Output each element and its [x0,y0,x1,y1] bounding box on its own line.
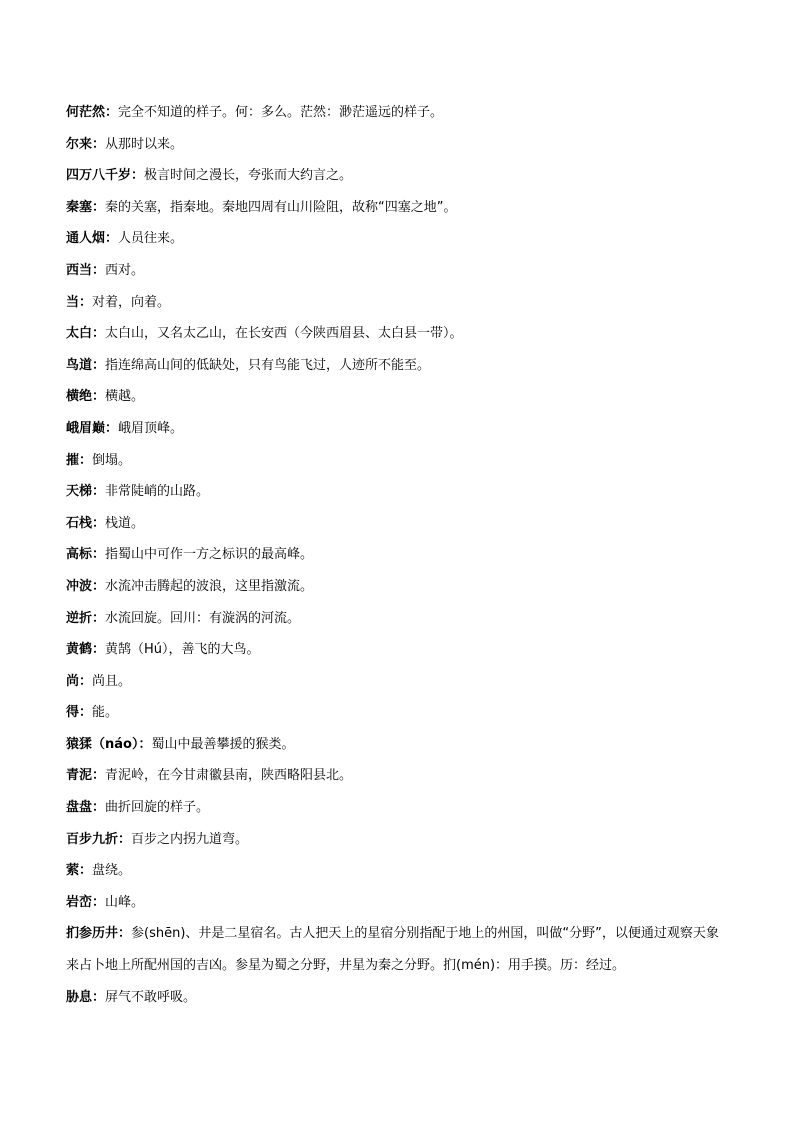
gloss-definition: 对着，向着。 [92,294,171,310]
gloss-definition: 山峰。 [105,894,145,910]
gloss-entry [66,697,731,729]
gloss-entry [66,824,731,856]
gloss-separator: ： [92,800,106,816]
gloss-term: 当 [66,294,80,310]
gloss-entry [66,97,731,129]
gloss-entry [66,413,731,445]
gloss-term: 天梯 [66,484,93,500]
gloss-entry [66,982,731,1014]
gloss-entry [66,729,731,761]
gloss-definition: 极言时间之漫长，夸张而大约言之。 [144,168,353,184]
gloss-definition: 栈道。 [105,515,145,531]
gloss-separator: ： [92,515,106,531]
gloss-term: 西当 [66,262,93,278]
gloss-definition: 指连绵高山间的低缺处，只有鸟能飞过，人迹所不能至。 [105,357,431,373]
gloss-term: 萦 [66,863,80,879]
gloss-definition: 参(shēn)、井是二星宿名。古人把天上的星宿分别指配于地上的州国，叫做“分野”，以便通过观察天象来占卜地上所配州国的吉凶。参星为蜀之分野，井星为秦之分野。扪(mén)：用手摸。历：经过。 [66,926,719,974]
gloss-definition: 完全不知道的样子。何：多么。茫然：渺茫遥远的样子。 [118,105,444,120]
gloss-term: 峨眉巅 [66,420,106,436]
gloss-separator: ： [131,168,145,184]
gloss-separator: ： [92,578,106,594]
gloss-definition: 人员往来。 [118,231,184,247]
gloss-term: 太白 [66,326,93,342]
gloss-term: 得 [66,705,80,721]
gloss-definition: 太白山，又名太乙山，在长安西（今陕西眉县、太白县一带）。 [105,326,463,342]
gloss-definition: 黄鹄（Hú），善飞的大鸟。 [105,642,260,658]
gloss-separator: ： [118,926,132,942]
gloss-separator: ： [79,452,93,468]
gloss-term: 鸟道 [66,357,93,373]
gloss-definition: 能。 [92,705,119,721]
gloss-term: 摧 [66,452,80,468]
gloss-separator: ： [138,736,152,752]
gloss-definition: 尚且。 [92,673,132,689]
gloss-term: 百步九折 [66,831,119,847]
gloss-term: 尔来 [66,136,93,152]
gloss-separator: ： [92,768,106,784]
gloss-entry [66,255,731,287]
gloss-separator: ： [92,326,106,342]
gloss-separator: ： [92,989,106,1005]
gloss-separator: ： [79,294,93,310]
gloss-definition: 指蜀山中可作一方之标识的最高峰。 [105,547,314,563]
gloss-definition: 倒塌。 [92,452,132,468]
gloss-term: 逆折 [66,610,93,626]
gloss-separator: ： [79,863,93,879]
gloss-entry [66,571,731,603]
gloss-separator: ： [92,357,106,373]
gloss-entry [66,160,731,192]
gloss-definition: 百步之内拐九道弯。 [131,831,249,847]
gloss-entry [66,603,731,635]
gloss-entry [66,918,731,981]
gloss-separator: ： [79,705,93,721]
gloss-term: 尚 [66,673,80,689]
gloss-term: 扪参历井 [66,926,119,942]
gloss-separator: ： [92,199,106,215]
gloss-entry [66,666,731,698]
gloss-separator: ： [92,547,106,563]
gloss-term: 岩峦 [66,894,93,910]
gloss-entry [66,792,731,824]
gloss-term: 青泥 [66,768,93,784]
gloss-entry [66,887,731,919]
gloss-separator: ： [92,136,106,152]
gloss-term: 何茫然 [66,105,106,120]
gloss-separator: ： [92,262,106,278]
gloss-term: 胁息 [66,989,93,1005]
gloss-entry [66,445,731,477]
gloss-term: 通人烟 [66,231,106,247]
gloss-entry [66,287,731,319]
gloss-definition: 水流冲击腾起的波浪，这里指激流。 [105,578,314,594]
gloss-entry [66,855,731,887]
gloss-term: 盘盘 [66,800,93,816]
gloss-separator: ： [92,610,106,626]
gloss-term: 横绝 [66,389,93,405]
gloss-entry [66,129,731,161]
gloss-term: 石栈 [66,515,93,531]
gloss-definition: 从那时以来。 [105,136,184,152]
gloss-definition: 盘绕。 [92,863,132,879]
gloss-definition: 秦的关塞，指秦地。秦地四周有山川险阻，故称“四塞之地”。 [105,199,457,215]
gloss-definition: 屏气不敢呼吸。 [105,989,197,1005]
gloss-separator: ： [79,673,93,689]
gloss-term: 四万八千岁 [66,168,132,184]
gloss-list [66,97,731,1013]
gloss-separator: ： [105,231,119,247]
gloss-separator: ： [92,484,106,500]
gloss-definition: 水流回旋。回川：有漩涡的河流。 [105,610,301,626]
gloss-definition: 蜀山中最善攀援的猴类。 [151,736,295,752]
gloss-entry [66,223,731,255]
gloss-entry [66,760,731,792]
gloss-entry [66,381,731,413]
gloss-definition: 曲折回旋的样子。 [105,800,210,816]
gloss-term: 猿猱（náo） [66,736,139,752]
gloss-definition: 横越。 [105,389,145,405]
gloss-separator: ： [92,389,106,405]
gloss-definition: 青泥岭，在今甘肃徽县南，陕西略阳县北。 [105,768,353,784]
gloss-separator: ： [118,831,132,847]
gloss-separator: ： [105,105,119,120]
gloss-entry [66,634,731,666]
gloss-entry [66,318,731,350]
gloss-term: 冲波 [66,578,93,594]
gloss-separator: ： [92,894,106,910]
gloss-definition: 峨眉顶峰。 [118,420,184,436]
gloss-entry [66,508,731,540]
gloss-separator: ： [105,420,119,436]
gloss-definition: 非常陡峭的山路。 [105,484,210,500]
gloss-term: 黄鹤 [66,642,93,658]
gloss-entry [66,476,731,508]
gloss-definition: 西对。 [105,262,145,278]
gloss-entry [66,350,731,382]
gloss-entry [66,192,731,224]
gloss-term: 秦塞 [66,199,93,215]
gloss-term: 高标 [66,547,93,563]
gloss-entry [66,539,731,571]
gloss-separator: ： [92,642,106,658]
